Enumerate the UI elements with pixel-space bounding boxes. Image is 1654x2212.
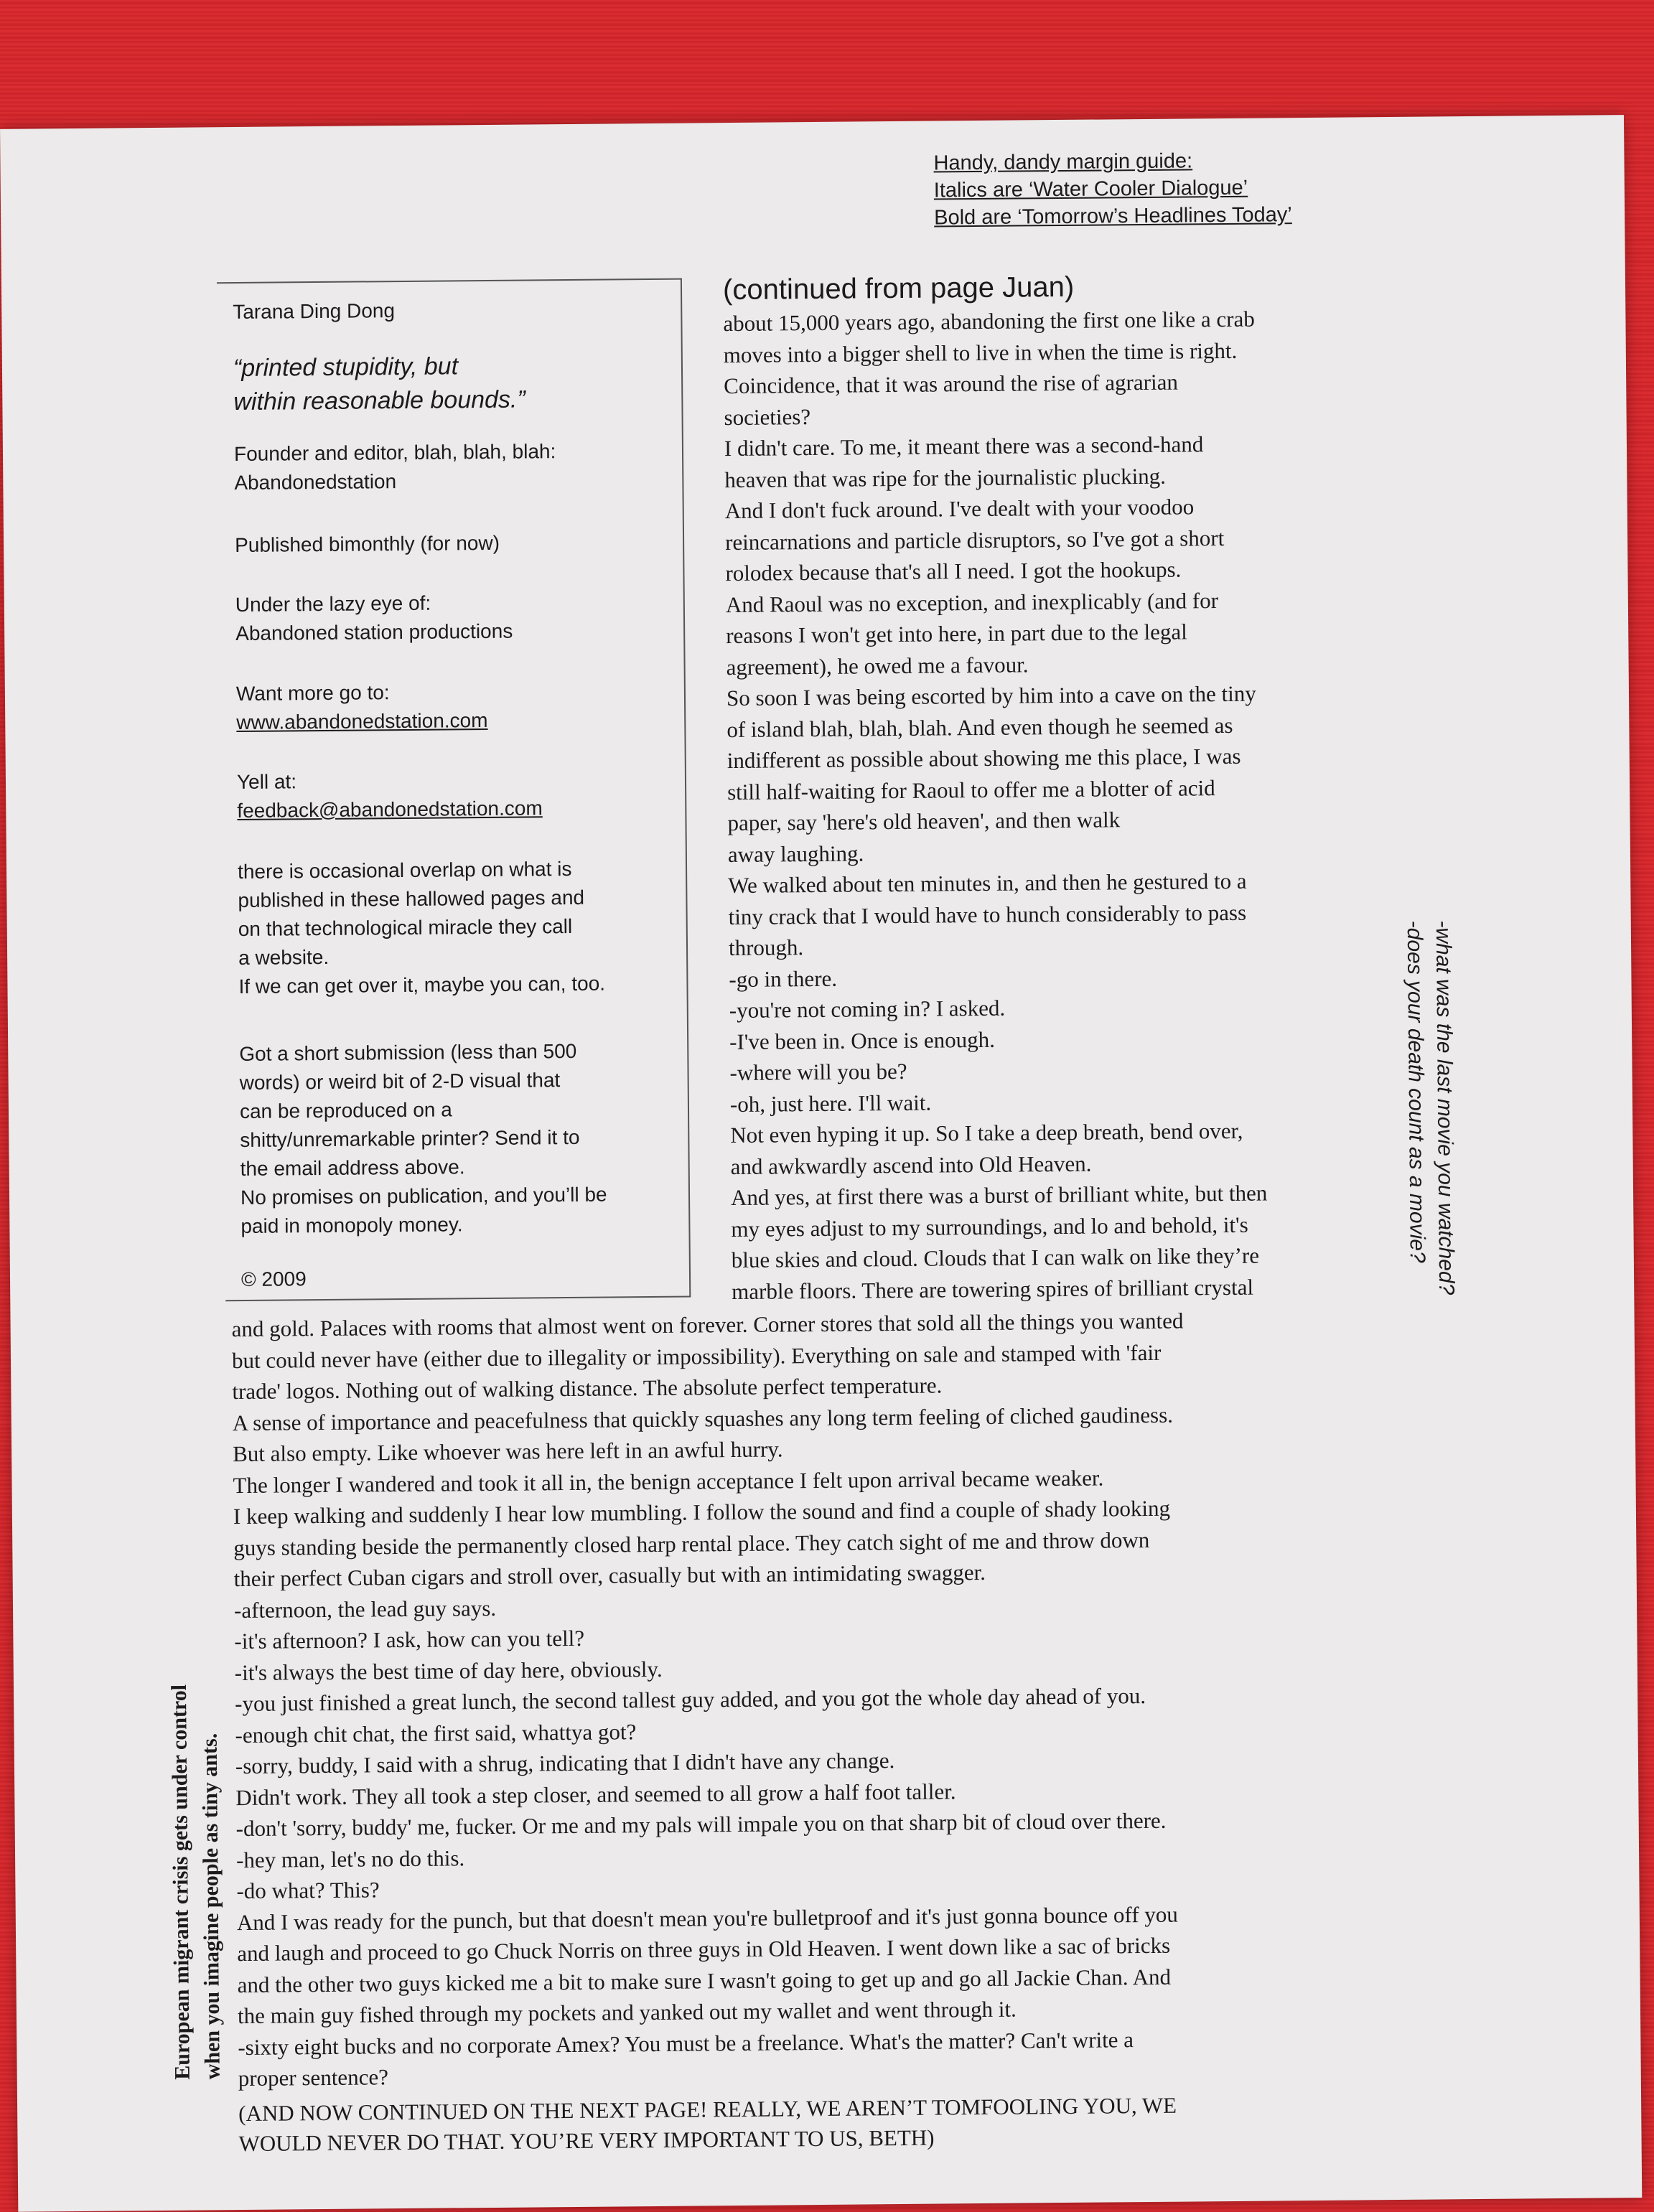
text-line: We walked about ten minutes in, and then he gestured to a [728, 868, 1247, 899]
text-line: blue skies and cloud. Clouds that I can walk on like they’re [731, 1242, 1260, 1273]
text-line: proper sentence? [238, 2064, 389, 2091]
continued-heading: (continued from page Juan) [722, 271, 1075, 306]
text-line: I didn't care. To me, it meant there was a second-hand [724, 431, 1204, 461]
closing-line: (AND NOW CONTINUED ON THE NEXT PAGE! REALLY, WE AREN’T TOMFOOLING YOU, WE [238, 2092, 1177, 2126]
text-line: my eyes adjust to my surroundings, and lo and behold, it's [731, 1212, 1248, 1242]
publication-schedule [235, 529, 500, 560]
text-line: tiny crack that I would have to hunch considerably to pass [728, 899, 1247, 929]
closing-line: WOULD NEVER DO THAT. YOU’RE VERY IMPORTANT TO US, BETH) [238, 2124, 935, 2156]
overlap-note [238, 855, 605, 1001]
text-line: Didn't work. They all took a step closer, and seemed to all grow a half foot taller. [235, 1778, 956, 1810]
text-line: Not even hyping it up. So I take a deep breath, bend over, [730, 1117, 1243, 1148]
article-body [231, 1303, 1430, 2159]
text-line: heaven that was ripe for the journalistic plucking. [724, 463, 1167, 492]
text-line: agreement), he owed me a favour. [726, 651, 1029, 680]
text-line: And I don't fuck around. I've dealt with your voodoo [724, 494, 1195, 524]
text-line: their perfect Cuban cigars and stroll over, casually but with an intimidating swagger. [233, 1559, 986, 1592]
margin-guide-title: Handy, dandy margin guide: [933, 149, 1193, 175]
text-line: And yes, at first there was a burst of brilliant white, but then [730, 1180, 1268, 1211]
text-line: -sixty eight bucks and no corporate Amex? You must be a freelance. What's the matter? Can't write a [238, 2026, 1134, 2060]
text-line: -afternoon, the lead guy says. [233, 1595, 497, 1623]
text-line: -go in there. [729, 965, 838, 992]
email-label: Yell at: [236, 770, 297, 794]
text-line: -you're not coming in? I asked. [729, 995, 1006, 1023]
published-text: Published bimonthly (for now) [234, 531, 500, 557]
text-line: away laughing. [727, 840, 864, 867]
editor-name: Tarana Ding Dong [233, 299, 396, 324]
text-line: And I was ready for the punch, but that doesn't mean you're bulletproof and it's just gonna bounce off you [236, 1901, 1178, 1935]
margin-guide [933, 146, 1292, 231]
note-line: If we can get over it, maybe you can, too. [238, 972, 606, 998]
text-line: but could never have (either due to illegality or impossibility). Everything on sale and stamped with 'fair [231, 1339, 1162, 1373]
text-line: reincarnations and particle disruptors, so I've got a short [724, 525, 1225, 555]
copyright: © 2009 [240, 1267, 307, 1290]
note-line: No promises on publication, and you’ll be [240, 1183, 607, 1209]
email-link[interactable]: feedback@abandonedstation.com [237, 797, 543, 823]
text-line: reasons I won't get into here, in part due to the legal [726, 619, 1187, 649]
text-line: when you imagine people as tiny ants. [197, 1733, 225, 2080]
text-line: and awkwardly ascend into Old Heaven. [730, 1150, 1092, 1179]
text-line: -you just finished a great lunch, the second tallest guy added, and you got the whole day ahead of you. [235, 1683, 1146, 1717]
text-line: -it's always the best time of day here, obviously. [234, 1656, 663, 1685]
text-line: -does your death count as a movie? [1402, 920, 1429, 1263]
website-link[interactable]: www.abandonedstation.com [236, 708, 488, 734]
text-line: A sense of importance and peacefulness that quickly squashes any long term feeling of cliched gaudiness. [232, 1402, 1174, 1435]
text-line: So soon I was being escorted by him into a cave on the tiny [726, 680, 1256, 711]
founder-label: Founder and editor, blah, blah, blah: [233, 440, 556, 466]
printed-page [0, 115, 1642, 2212]
note-line: shitty/unremarkable printer? Send it to [240, 1125, 580, 1152]
submission-note [239, 1037, 607, 1241]
note-line: words) or weird bit of 2-D visual that [239, 1069, 561, 1095]
text-line: I keep walking and suddenly I hear low mumbling. I follow the sound and find a couple of shady looking [233, 1495, 1171, 1529]
text-line: and the other two guys kicked me a bit to make sure I wasn't going to get up and go all Jackie Chan. And [237, 1964, 1172, 1997]
margin-guide-bold: Bold are ‘Tomorrow’s Headlines Today’ [934, 203, 1292, 230]
note-line: the email address above. [240, 1156, 465, 1181]
producer-info [235, 589, 513, 648]
note-line: a website. [238, 945, 330, 970]
water-cooler-dialogue [1400, 920, 1461, 1295]
producer-label: Under the lazy eye of: [235, 591, 431, 617]
text-line: and gold. Palaces with rooms that almost went on forever. Corner stores that sold all the things you wanted [231, 1308, 1184, 1342]
article-column [723, 302, 1406, 1307]
text-line: -sorry, buddy, I said with a shrug, indicating that I didn't have any change. [235, 1748, 895, 1779]
producer-value: Abandoned station productions [235, 619, 513, 645]
founder-value: Abandonedstation [234, 470, 397, 495]
text-line: But also empty. Like whoever was here left in an awful hurry. [233, 1436, 783, 1467]
note-line: Got a short submission (less than 500 [239, 1039, 577, 1066]
text-line: trade' logos. Nothing out of walking distance. The absolute perfect temperature. [232, 1372, 943, 1405]
website-label: Want more go to: [235, 681, 390, 706]
text-line: -where will you be? [729, 1058, 907, 1086]
text-line: -don't 'sorry, buddy' me, fucker. Or me and my pals will impale you on that sharp bit of cloud over there. [235, 1807, 1167, 1842]
text-line: -it's afternoon? I ask, how can you tell? [234, 1625, 585, 1654]
text-line: -what was the last movie you watched? [1431, 920, 1459, 1295]
note-line: paid in monopoly money. [240, 1213, 463, 1238]
text-line: guys standing beside the permanently closed harp rental place. They catch sight of me and throw down [233, 1527, 1150, 1560]
text-line: the main guy fished through my pockets and yanked out my wallet and went through it. [237, 1996, 1017, 2029]
text-line: And Raoul was no exception, and inexplicably (and for [725, 587, 1219, 617]
text-line: marble floors. There are towering spires of brilliant crystal [732, 1274, 1254, 1304]
text-line: -I've been in. Once is enough. [729, 1026, 996, 1054]
closing-note [238, 2088, 1431, 2158]
text-line: The longer I wandered and took it all in, the benign acceptance I felt upon arrival became weaker. [233, 1465, 1104, 1498]
text-line: -enough chit chat, the first said, whattya got? [235, 1718, 637, 1748]
founder-info [234, 437, 556, 497]
text-line: paper, say 'here's old heaven', and then walk [727, 807, 1121, 836]
tomorrows-headline [164, 1684, 228, 2080]
text-line: through. [728, 934, 804, 961]
text-line: moves into a bigger shell to live in when the time is right. [723, 337, 1238, 367]
text-line: rolodex because that's all I need. I got the hookups. [725, 556, 1182, 586]
note-line: can be reproduced on a [239, 1098, 452, 1123]
text-line: European migrant crisis gets under control [167, 1684, 195, 2080]
tagline-line: within reasonable bounds.” [233, 385, 525, 416]
note-line: on that technological miracle they call [238, 914, 573, 941]
note-line: there is occasional overlap on what is [237, 857, 572, 884]
email-info [237, 765, 543, 825]
text-line: -do what? This? [236, 1877, 380, 1904]
website-info [236, 678, 488, 737]
note-line: published in these hallowed pages and [238, 886, 585, 912]
text-line: of island blah, blah, blah. And even though he seemed as [726, 712, 1233, 742]
text-line: and laugh and proceed to go Chuck Norris on three guys in Old Heaven. I went down like a sac of bricks [237, 1932, 1171, 1967]
margin-guide-italics: Italics are ‘Water Cooler Dialogue’ [933, 176, 1248, 202]
text-line: Coincidence, that it was around the rise of agrarian [724, 369, 1179, 399]
tagline-line: “printed stupidity, but [233, 352, 459, 383]
text-line: societies? [724, 403, 811, 430]
text-line: about 15,000 years ago, abandoning the first one like a crab [723, 306, 1255, 337]
text-line: -hey man, let's no do this. [235, 1845, 465, 1873]
text-line: -oh, just here. I'll wait. [729, 1089, 932, 1117]
text-line: still half-waiting for Raoul to offer me a blotter of acid [726, 774, 1215, 805]
text-line: indifferent as possible about showing me this place, I was [726, 743, 1241, 774]
masthead-box [217, 278, 691, 1302]
tagline-quote [233, 350, 525, 420]
